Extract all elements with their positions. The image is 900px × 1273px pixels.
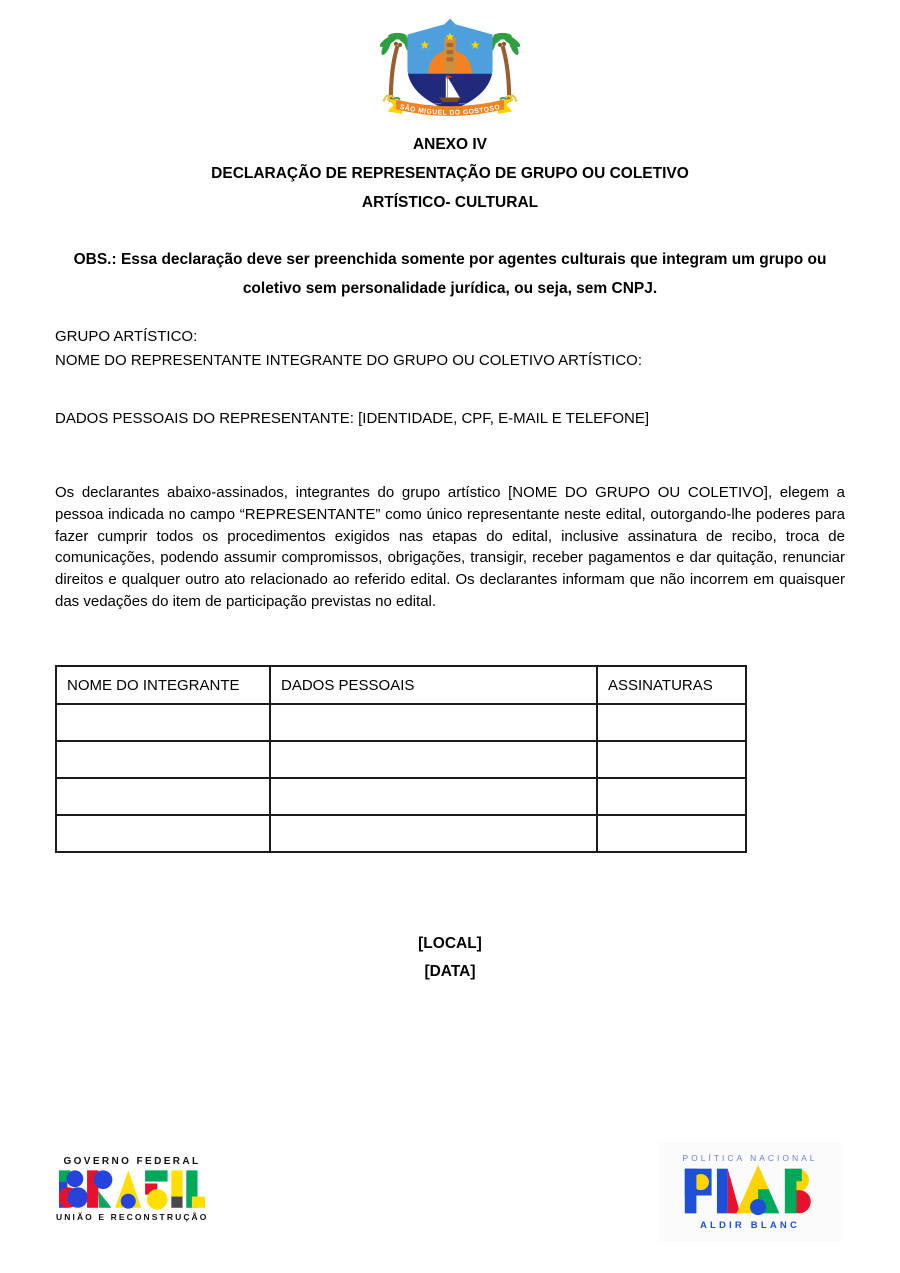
- field-dados-pessoais: DADOS PESSOAIS DO REPRESENTANTE: [IDENTIDADE, CPF, E-MAIL E TELEFONE]: [55, 410, 650, 427]
- table-cell: [56, 741, 270, 778]
- table-header-row: [56, 666, 746, 704]
- title-line-2: DECLARAÇÃO DE REPRESENTAÇÃO DE GRUPO OU COLETIVO: [211, 165, 689, 182]
- declaration-paragraph: Os declarantes abaixo-assinados, integrantes do grupo artístico [NOME DO GRUPO OU COLETIVO], elegem a pessoa indicada no campo “REPRESENTANTE” como único representante neste edital, outorgando-lhe poderes para fazer cumprir todos os procedimentos exigidos nas etapas do edital, inclusive assinatura de recibo, troca de comunicações, podendo assumir compromissos, obrigações, transigir, receber pagamentos e dar quitação, renunciar direitos e qualquer outro ato relacionado ao referido edital. Os declarantes informam que não incorrem em quaisquer das vedações do item de participação previstas no edital.: [55, 484, 845, 610]
- table-row: [56, 815, 746, 852]
- table-row: [56, 778, 746, 815]
- header-dados-pessoais: DADOS PESSOAIS: [270, 666, 597, 704]
- table-cell: [56, 778, 270, 815]
- table-cell: [597, 741, 746, 778]
- table-cell: [270, 741, 597, 778]
- table-cell: [56, 704, 270, 741]
- data-placeholder: [DATA]: [424, 963, 476, 980]
- shield: [407, 18, 492, 111]
- document-title: [55, 130, 845, 217]
- place-date-block: [55, 930, 845, 986]
- table-cell: [597, 815, 746, 852]
- pnab-logo-card: [659, 1143, 841, 1241]
- field-grupo-artistico: GRUPO ARTÍSTICO:: [55, 328, 198, 345]
- table-cell: [270, 815, 597, 852]
- table-cell: [270, 704, 597, 741]
- fields-group: [55, 325, 845, 373]
- uniao-reconstrucao-label: UNIÃO E RECONSTRUÇÃO: [56, 1212, 209, 1222]
- table-row: [56, 741, 746, 778]
- obs-note: OBS.: Essa declaração deve ser preenchida somente por agentes culturais que integram um grupo ou coletivo sem personalidade jurídica, ou seja, sem CNPJ.: [73, 251, 827, 297]
- svg-text:SÃO MIGUEL DO GOSTOSO: SÃO MIGUEL DO GOSTOSO: [399, 103, 501, 116]
- local-placeholder: [LOCAL]: [418, 935, 482, 952]
- crest-container: [0, 13, 900, 121]
- aldir-blanc-label: ALDIR BLANC: [699, 1220, 801, 1231]
- header-assinaturas: ASSINATURAS: [597, 666, 746, 704]
- governo-federal-label: GOVERNO FEDERAL: [63, 1156, 201, 1167]
- title-line-1: ANEXO IV: [412, 136, 488, 153]
- table-cell: [56, 815, 270, 852]
- field-nome-representante: NOME DO REPRESENTANTE INTEGRANTE DO GRUPO OU COLETIVO ARTÍSTICO:: [55, 352, 643, 369]
- members-table: [55, 665, 747, 853]
- header-nome-integrante: NOME DO INTEGRANTE: [56, 666, 270, 704]
- table-body: [56, 704, 746, 852]
- governo-federal-logo: [56, 1156, 208, 1222]
- politica-nacional-label: POLÍTICA NACIONAL: [682, 1153, 818, 1163]
- pnab-logo-icon: [683, 1165, 817, 1217]
- table-row: [56, 704, 746, 741]
- city-crest-icon: [375, 13, 525, 116]
- table-cell: [597, 778, 746, 815]
- brasil-logo-icon: [59, 1170, 205, 1210]
- title-line-3: ARTÍSTICO- CULTURAL: [361, 194, 539, 211]
- table-cell: [597, 704, 746, 741]
- table-cell: [270, 778, 597, 815]
